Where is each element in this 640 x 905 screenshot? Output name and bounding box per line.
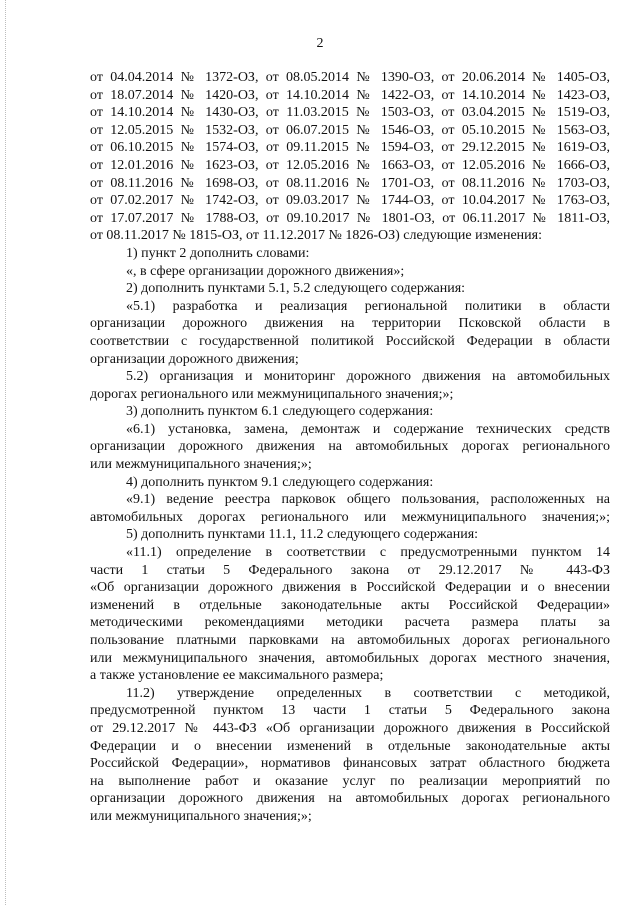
text-line: 5) дополнить пунктами 11.1, 11.2 следующего содержания: bbox=[126, 527, 479, 543]
document-body bbox=[90, 69, 610, 826]
text-line: Федерации и о внесении изменений в отдельные законодательные акты bbox=[90, 738, 610, 754]
text-line: изменений в отдельные законодательные акты Российской Федерации» bbox=[90, 597, 610, 613]
page-number: 2 bbox=[316, 36, 324, 51]
text-line: или межмуниципального значения, автомобильных дорогах местного значения, bbox=[90, 650, 610, 666]
text-line: от 18.07.2014 № 1420-ОЗ, от 14.10.2014 № 1422-ОЗ, от 14.10.2014 № 1423-ОЗ, bbox=[90, 87, 610, 103]
text-line: 2) дополнить пунктами 5.1, 5.2 следующего содержания: bbox=[126, 281, 466, 297]
text-line: соответствии с государственной политикой Российской Федерации в области bbox=[90, 333, 610, 349]
text-line: организации дорожного движения на автомобильных дорогах регионального bbox=[90, 791, 610, 807]
text-line: «, в сфере организации дорожного движения»; bbox=[126, 263, 405, 279]
text-line: от 29.12.2017 № 443-ФЗ «Об организации дорожного движения в Российской bbox=[90, 720, 610, 736]
text-line: дорогах регионального или межмуниципального значения;»; bbox=[90, 386, 454, 402]
text-line: «11.1) определение в соответствии с предусмотренными пунктом 14 bbox=[126, 545, 610, 561]
text-line: организации дорожного движения; bbox=[90, 351, 299, 367]
text-line: предусмотренной пунктом 13 части 1 статьи 5 Федерального закона bbox=[90, 703, 610, 719]
text-line: от 08.11.2016 № 1698-ОЗ, от 08.11.2016 № 1701-ОЗ, от 08.11.2016 № 1703-ОЗ, bbox=[90, 175, 610, 191]
text-line: «Об организации дорожного движения в Российской Федерации и о внесении bbox=[90, 580, 610, 596]
text-line: «6.1) установка, замена, демонтаж и содержание технических средств bbox=[126, 421, 610, 437]
text-line: 5.2) организация и мониторинг дорожного движения на автомобильных bbox=[126, 369, 610, 385]
text-line: пользование платными парковками на автомобильных дорогах регионального bbox=[90, 633, 610, 648]
text-line: организации дорожного движения на территории Псковской области в bbox=[90, 316, 610, 332]
text-line: на выполнение работ и оказание услуг по реализации мероприятий по bbox=[90, 773, 610, 789]
text-line: 3) дополнить пунктом 6.1 следующего содержания: bbox=[126, 404, 434, 420]
text-line: от 06.10.2015 № 1574-ОЗ, от 09.11.2015 № 1594-ОЗ, от 29.12.2015 № 1619-ОЗ, bbox=[90, 140, 610, 156]
text-line: 4) дополнить пунктом 9.1 следующего содержания: bbox=[126, 474, 434, 490]
text-line: от 12.01.2016 № 1623-ОЗ, от 12.05.2016 № 1663-ОЗ, от 12.05.2016 № 1666-ОЗ, bbox=[90, 157, 610, 173]
text-line: «9.1) ведение реестра парковок общего пользования, расположенных на bbox=[126, 492, 610, 508]
text-line: от 17.07.2017 № 1788-ОЗ, от 09.10.2017 № 1801-ОЗ, от 06.11.2017 № 1811-ОЗ, bbox=[90, 210, 610, 226]
text-line: от 08.11.2017 № 1815-ОЗ, от 11.12.2017 № 1826-ОЗ) следующие изменения: bbox=[90, 228, 542, 244]
text-line: части 1 статьи 5 Федерального закона от 29.12.2017 № 443-ФЗ bbox=[90, 562, 610, 578]
text-line: или межмуниципального значения;»; bbox=[90, 457, 312, 473]
text-line: или межмуниципального значения;»; bbox=[90, 808, 312, 824]
text-line: 1) пункт 2 дополнить словами: bbox=[126, 245, 310, 261]
text-line: методическими рекомендациями методики расчета размера платы за bbox=[90, 615, 610, 631]
text-line: автомобильных дорогах регионального или межмуниципального значения;»; bbox=[90, 509, 610, 525]
text-line: организации дорожного движения на автомобильных дорогах регионального bbox=[90, 439, 610, 455]
text-line: от 14.10.2014 № 1430-ОЗ, от 11.03.2015 № 1503-ОЗ, от 03.04.2015 № 1519-ОЗ, bbox=[90, 105, 610, 121]
text-line: от 04.04.2014 № 1372-ОЗ, от 08.05.2014 № 1390-ОЗ, от 20.06.2014 № 1405-ОЗ, bbox=[90, 70, 610, 85]
text-line: 11.2) утверждение определенных в соответствии с методикой, bbox=[126, 685, 610, 701]
text-line: а также установление ее максимального размера; bbox=[90, 668, 384, 684]
text-line: «5.1) разработка и реализация региональной политики в области bbox=[126, 298, 610, 314]
text-line: Российской Федерации», нормативов финансовых затрат областного бюджета bbox=[90, 756, 610, 772]
text-line: от 12.05.2015 № 1532-ОЗ, от 06.07.2015 № 1546-ОЗ, от 05.10.2015 № 1563-ОЗ, bbox=[90, 122, 610, 138]
page-edge-divider bbox=[5, 0, 7, 905]
text-line: от 07.02.2017 № 1742-ОЗ, от 09.03.2017 № 1744-ОЗ, от 10.04.2017 № 1763-ОЗ, bbox=[90, 193, 610, 209]
